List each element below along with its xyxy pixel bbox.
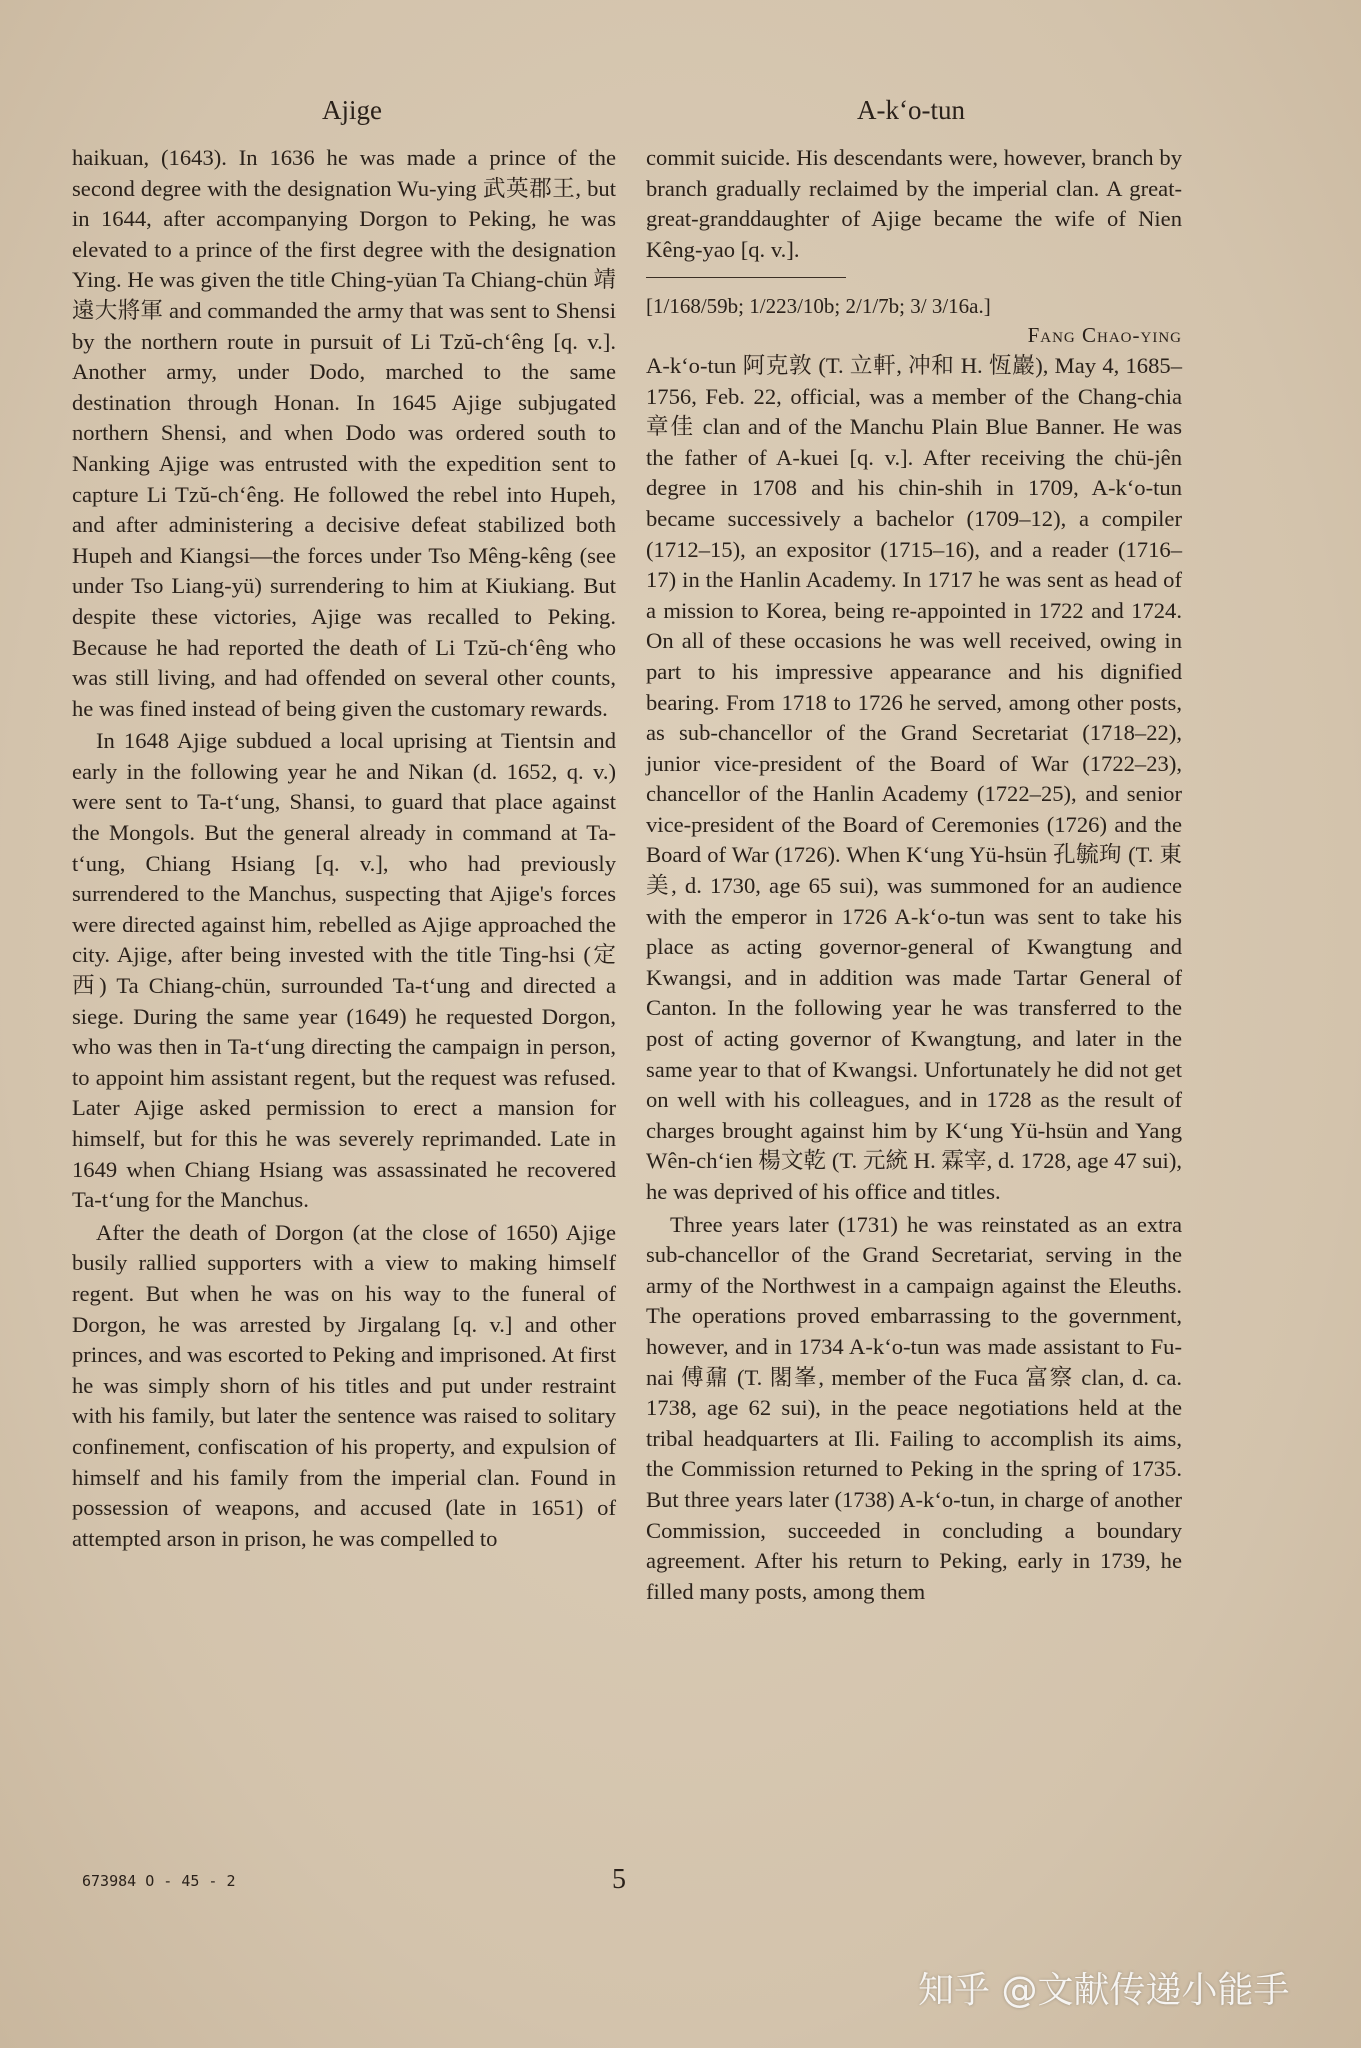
author-signature: Fang Chao-ying bbox=[1027, 323, 1182, 348]
left-paragraph-2: In 1648 Ajige subdued a local uprising at Tientsin and early in the following year he and Nikan (d. 1652, q. v.) were sent to Ta-tʻung, Shansi, to guard that place against the Mongols. But the general already in command at Ta-tʻung, Chiang Hsiang [q. v.], who had previously surrendered to the Manchus, suspecting that Ajige's forces were directed against him, rebelled as Ajige approached the city. Ajige, after being invested with the title Ting-hsi (定西) Ta Chiang-chün, surrounded Ta-tʻung and directed a siege. During the same year (1649) he requested Dorgon, who was then in Ta-tʻung directing the campaign in person, to appoint him assistant regent, but the request was refused. Later Ajige asked permission to erect a mansion for himself, but for this he was severely reprimanded. Late in 1649 when Chiang Hsiang was assassinated he recovered Ta-tʻung for the Manchus. bbox=[72, 728, 616, 1213]
right-paragraph-1: commit suicide. His descendants were, however, branch by branch gradually reclaimed by the imperial clan. A great-great-granddaughter of Ajige became the wife of Nien Kêng-yao [q. v.]. bbox=[646, 145, 1182, 262]
right-paragraph-2: A-kʻo-tun 阿克敦 (T. 立軒, 冲和 H. 恆巖), May 4, 1685–1756, Feb. 22, official, was a member of the Chang-chia 章佳 clan and of the Manchu Plain Blue Banner. He was the father of A-kuei [q. v.]. After receiving the chü-jên degree in 1708 and his chin-shih in 1709, A-kʻo-tun became successively a bachelor (1709–12), a compiler (1712–15), an expositor (1715–16), and a reader (1716–17) in the Hanlin Academy. In 1717 he was sent as head of a mission to Korea, being re-appointed in 1722 and 1724. On all of these occasions he was well received, owing in part to his impressive appearance and his dignified bearing. From 1718 to 1726 he served, among other posts, as sub-chancellor of the Grand Secretariat (1718–22), junior vice-president of the Board of War (1722–23), chancellor of the Hanlin Academy (1722–25), and senior vice-president of the Board of Ceremonies (1726) and the Board of War (1726). When Kʻung Yü-hsün 孔毓珣 (T. 東美, d. 1730, age 65 sui), was summoned for an audience with the emperor in 1726 A-kʻo-tun was sent to take his place as acting governor-general of Kwangtung and Kwangsi, and in addition was made Tartar General of Canton. In the following year he was transferred to the post of acting governor of Kwangtung, and later in the same year to that of Kwangsi. Unfortunately he did not get on well with his colleagues, and in 1728 as the result of charges brought against him by Kʻung Yü-hsün and Yang Wên-chʻien 楊文乾 (T. 元統 H. 霖宰, d. 1728, age 47 sui), he was deprived of his office and titles. bbox=[646, 352, 1182, 1204]
print-code: 673984 O - 45 - 2 bbox=[82, 1872, 236, 1890]
section-divider bbox=[646, 277, 846, 278]
left-text-column bbox=[72, 143, 616, 1554]
right-text-column bbox=[646, 143, 1182, 1607]
source-references: [1/168/59b; 1/223/10b; 2/1/7b; 3/ 3/16a.] bbox=[646, 294, 991, 319]
right-paragraph-3: Three years later (1731) he was reinstated as an extra sub-chancellor of the Grand Secretariat, serving in the army of the Northwest in a campaign against the Eleuths. The operations proved embarrassing to the government, however, and in 1734 A-kʻo-tun was made assistant to Fu-nai 傅鼐 (T. 閣峯, member of the Fuca 富察 clan, d. ca. 1738, age 62 sui), in the peace negotiations held at the tribal headquarters at Ili. Failing to accomplish its aims, the Commission returned to Peking in the spring of 1735. But three years later (1738) A-kʻo-tun, in charge of another Commission, succeeded in concluding a boundary agreement. After his return to Peking, early in 1739, he filled many posts, among them bbox=[646, 1211, 1182, 1604]
left-paragraph-1: haikuan, (1643). In 1636 he was made a prince of the second degree with the designation Wu-ying 武英郡王, but in 1644, after accompanying Dorgon to Peking, he was elevated to a prince of the first degree with the designation Ying. He was given the title Ching-yüan Ta Chiang-chün 靖遠大將軍 and commanded the army that was sent to Shensi by the northern route in pursuit of Li Tzŭ-chʻêng [q. v.]. Another army, under Dodo, marched to the same destination through Honan. In 1645 Ajige subjugated northern Shensi, and when Dodo was ordered south to Nanking Ajige was entrusted with the expedition sent to capture Li Tzŭ-chʻêng. He followed the rebel into Hupeh, and after administering a decisive defeat stabilized both Hupeh and Kiangsi—the forces under Tso Mêng-kêng (see under Tso Liang-yü) surrendering to him at Kiukiang. But despite these victories, Ajige was recalled to Peking. Because he had reported the death of Li Tzŭ-chʻêng who was still living, and had offended on several other counts, he was fined instead of being given the customary rewards. bbox=[72, 145, 616, 721]
watermark: 知乎 @文献传递小能手 bbox=[918, 1970, 1290, 2011]
left-paragraph-3: After the death of Dorgon (at the close of 1650) Ajige busily rallied supporters with a view to making himself regent. But when he was on his way to the funeral of Dorgon, he was arrested by Jirgalang [q. v.] and other princes, and was escorted to Peking and imprisoned. At first he was simply shorn of his titles and put under restraint with his family, but later the sentence was raised to solitary confinement, confiscation of his property, and expulsion of himself and his family from the imperial clan. Found in possession of weapons, and accused (late in 1651) of attempted arson in prison, he was compelled to bbox=[72, 1219, 616, 1551]
right-running-header: A-kʻo-tun bbox=[857, 95, 965, 125]
left-running-header: Ajige bbox=[322, 95, 382, 125]
page-number: 5 bbox=[612, 1864, 626, 1895]
